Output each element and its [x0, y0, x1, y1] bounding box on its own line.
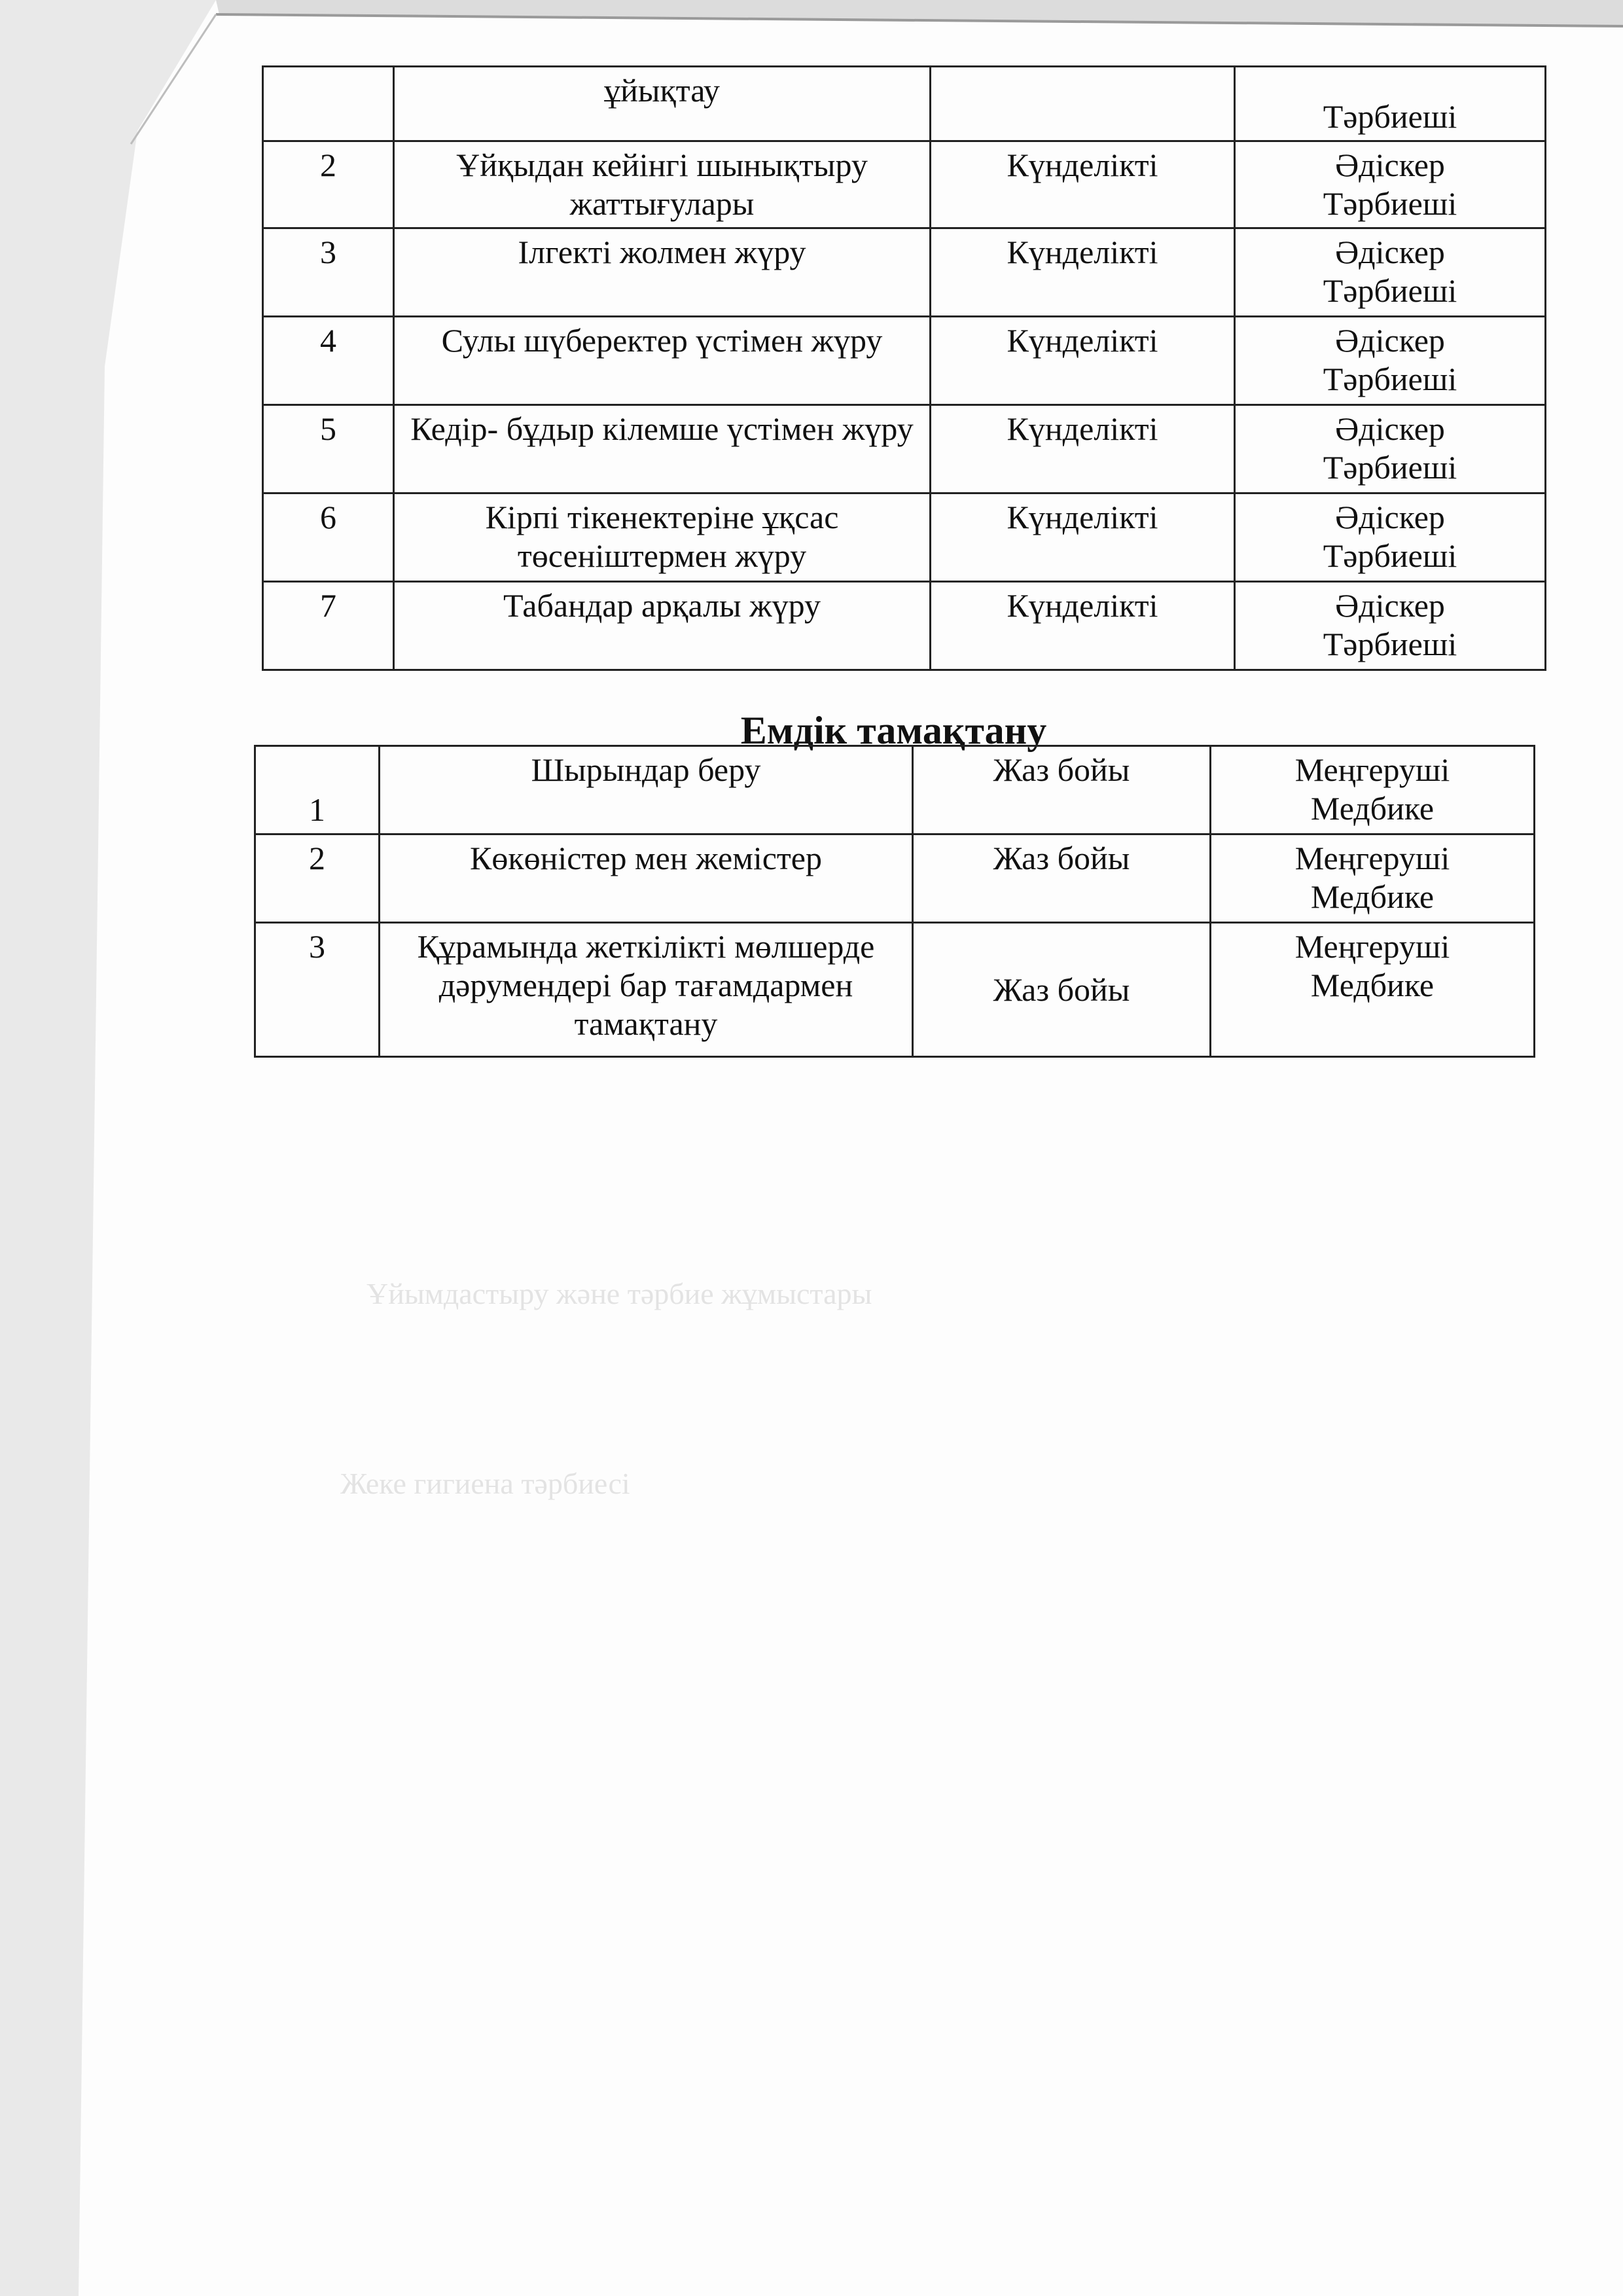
table-row: [263, 582, 1546, 670]
frequency-cell: [931, 67, 1235, 141]
responsible-line: Әдіскер: [1335, 587, 1445, 624]
responsible-cell: [1211, 746, 1535, 834]
row-number: 4: [263, 317, 394, 405]
activity-cell: ұйықтау: [394, 67, 931, 141]
activity-cell: Кірпі тікенектеріне ұқсас төсеніштермен жүру: [394, 493, 931, 582]
frequency-cell: Жаз бойы: [913, 923, 1211, 1057]
activity-cell: Құрамында жеткілікті мөлшерде дәрумендері бар тағамдармен тамақтану: [380, 923, 913, 1057]
table-row: [263, 228, 1546, 317]
activity-cell: Көкөністер мен жемістер: [380, 834, 913, 923]
frequency-cell: Күнделікті: [931, 582, 1235, 670]
therapeutic-nutrition-table: [254, 745, 1535, 1058]
responsible-line: Әдіскер: [1335, 322, 1445, 359]
row-number: 2: [263, 141, 394, 228]
responsible-line: Тәрбиеші: [1323, 537, 1457, 574]
responsible-cell: [1211, 923, 1535, 1057]
responsible-line: Тәрбиеші: [1323, 361, 1457, 397]
activity-cell: Шырындар беру: [380, 746, 913, 834]
responsible-cell: [1235, 228, 1546, 317]
responsible-line: Медбике: [1310, 790, 1435, 827]
responsible-cell: [1235, 582, 1546, 670]
responsible-line: Меңгеруші: [1294, 751, 1450, 788]
frequency-cell: Күнделікті: [931, 228, 1235, 317]
responsible-line: Әдіскер: [1335, 234, 1445, 270]
responsible-line: Меңгеруші: [1294, 928, 1450, 965]
hardening-activities-table: [262, 65, 1546, 671]
activity-cell: Сулы шүберектер үстімен жүру: [394, 317, 931, 405]
frequency-cell: Күнделікті: [931, 141, 1235, 228]
row-number: 7: [263, 582, 394, 670]
responsible-line: Әдіскер: [1335, 147, 1445, 183]
responsible-line: Тәрбиеші: [1323, 98, 1457, 135]
table-row: [263, 493, 1546, 582]
table-row: [263, 67, 1546, 141]
table-row: [255, 834, 1535, 923]
bleed-through-text: Жеке гигиена тәрбиесі: [340, 1467, 630, 1500]
activity-cell: Ұйқыдан кейінгі шынықтыру жаттығулары: [394, 141, 931, 228]
frequency-cell: Жаз бойы: [913, 746, 1211, 834]
responsible-line: Медбике: [1310, 967, 1435, 1003]
activity-cell: Ілгекті жолмен жүру: [394, 228, 931, 317]
row-number: [263, 67, 394, 141]
row-number: 6: [263, 493, 394, 582]
table-row: [255, 746, 1535, 834]
responsible-cell: [1235, 317, 1546, 405]
responsible-line: Тәрбиеші: [1323, 185, 1457, 222]
row-number: 3: [255, 923, 380, 1057]
table-row: [263, 141, 1546, 228]
responsible-cell: [1235, 141, 1546, 228]
row-number: 2: [255, 834, 380, 923]
responsible-line: Әдіскер: [1335, 410, 1445, 447]
frequency-cell: Күнделікті: [931, 317, 1235, 405]
responsible-line: Тәрбиеші: [1323, 272, 1457, 309]
responsible-line: Тәрбиеші: [1323, 626, 1457, 662]
responsible-cell: [1235, 493, 1546, 582]
responsible-cell: [1235, 405, 1546, 493]
responsible-line: Меңгеруші: [1294, 840, 1450, 876]
row-number: 3: [263, 228, 394, 317]
responsible-line: Медбике: [1310, 878, 1435, 915]
frequency-cell: Күнделікті: [931, 405, 1235, 493]
frequency-cell: Жаз бойы: [913, 834, 1211, 923]
row-number: 1: [255, 746, 380, 834]
responsible-line: Әдіскер: [1335, 499, 1445, 535]
frequency-cell: Күнделікті: [931, 493, 1235, 582]
activity-cell: Кедір- бұдыр кілемше үстімен жүру: [394, 405, 931, 493]
activity-cell: Табандар арқалы жүру: [394, 582, 931, 670]
row-number: 5: [263, 405, 394, 493]
responsible-cell: [1235, 67, 1546, 141]
section-title: Емдік тамақтану: [740, 709, 1047, 752]
table-row: [255, 923, 1535, 1057]
table-row: [263, 405, 1546, 493]
table-row: [263, 317, 1546, 405]
responsible-cell: [1211, 834, 1535, 923]
bleed-through-text: Ұйымдастыру және тәрбие жұмыстары: [366, 1277, 872, 1310]
responsible-line: Тәрбиеші: [1323, 449, 1457, 486]
